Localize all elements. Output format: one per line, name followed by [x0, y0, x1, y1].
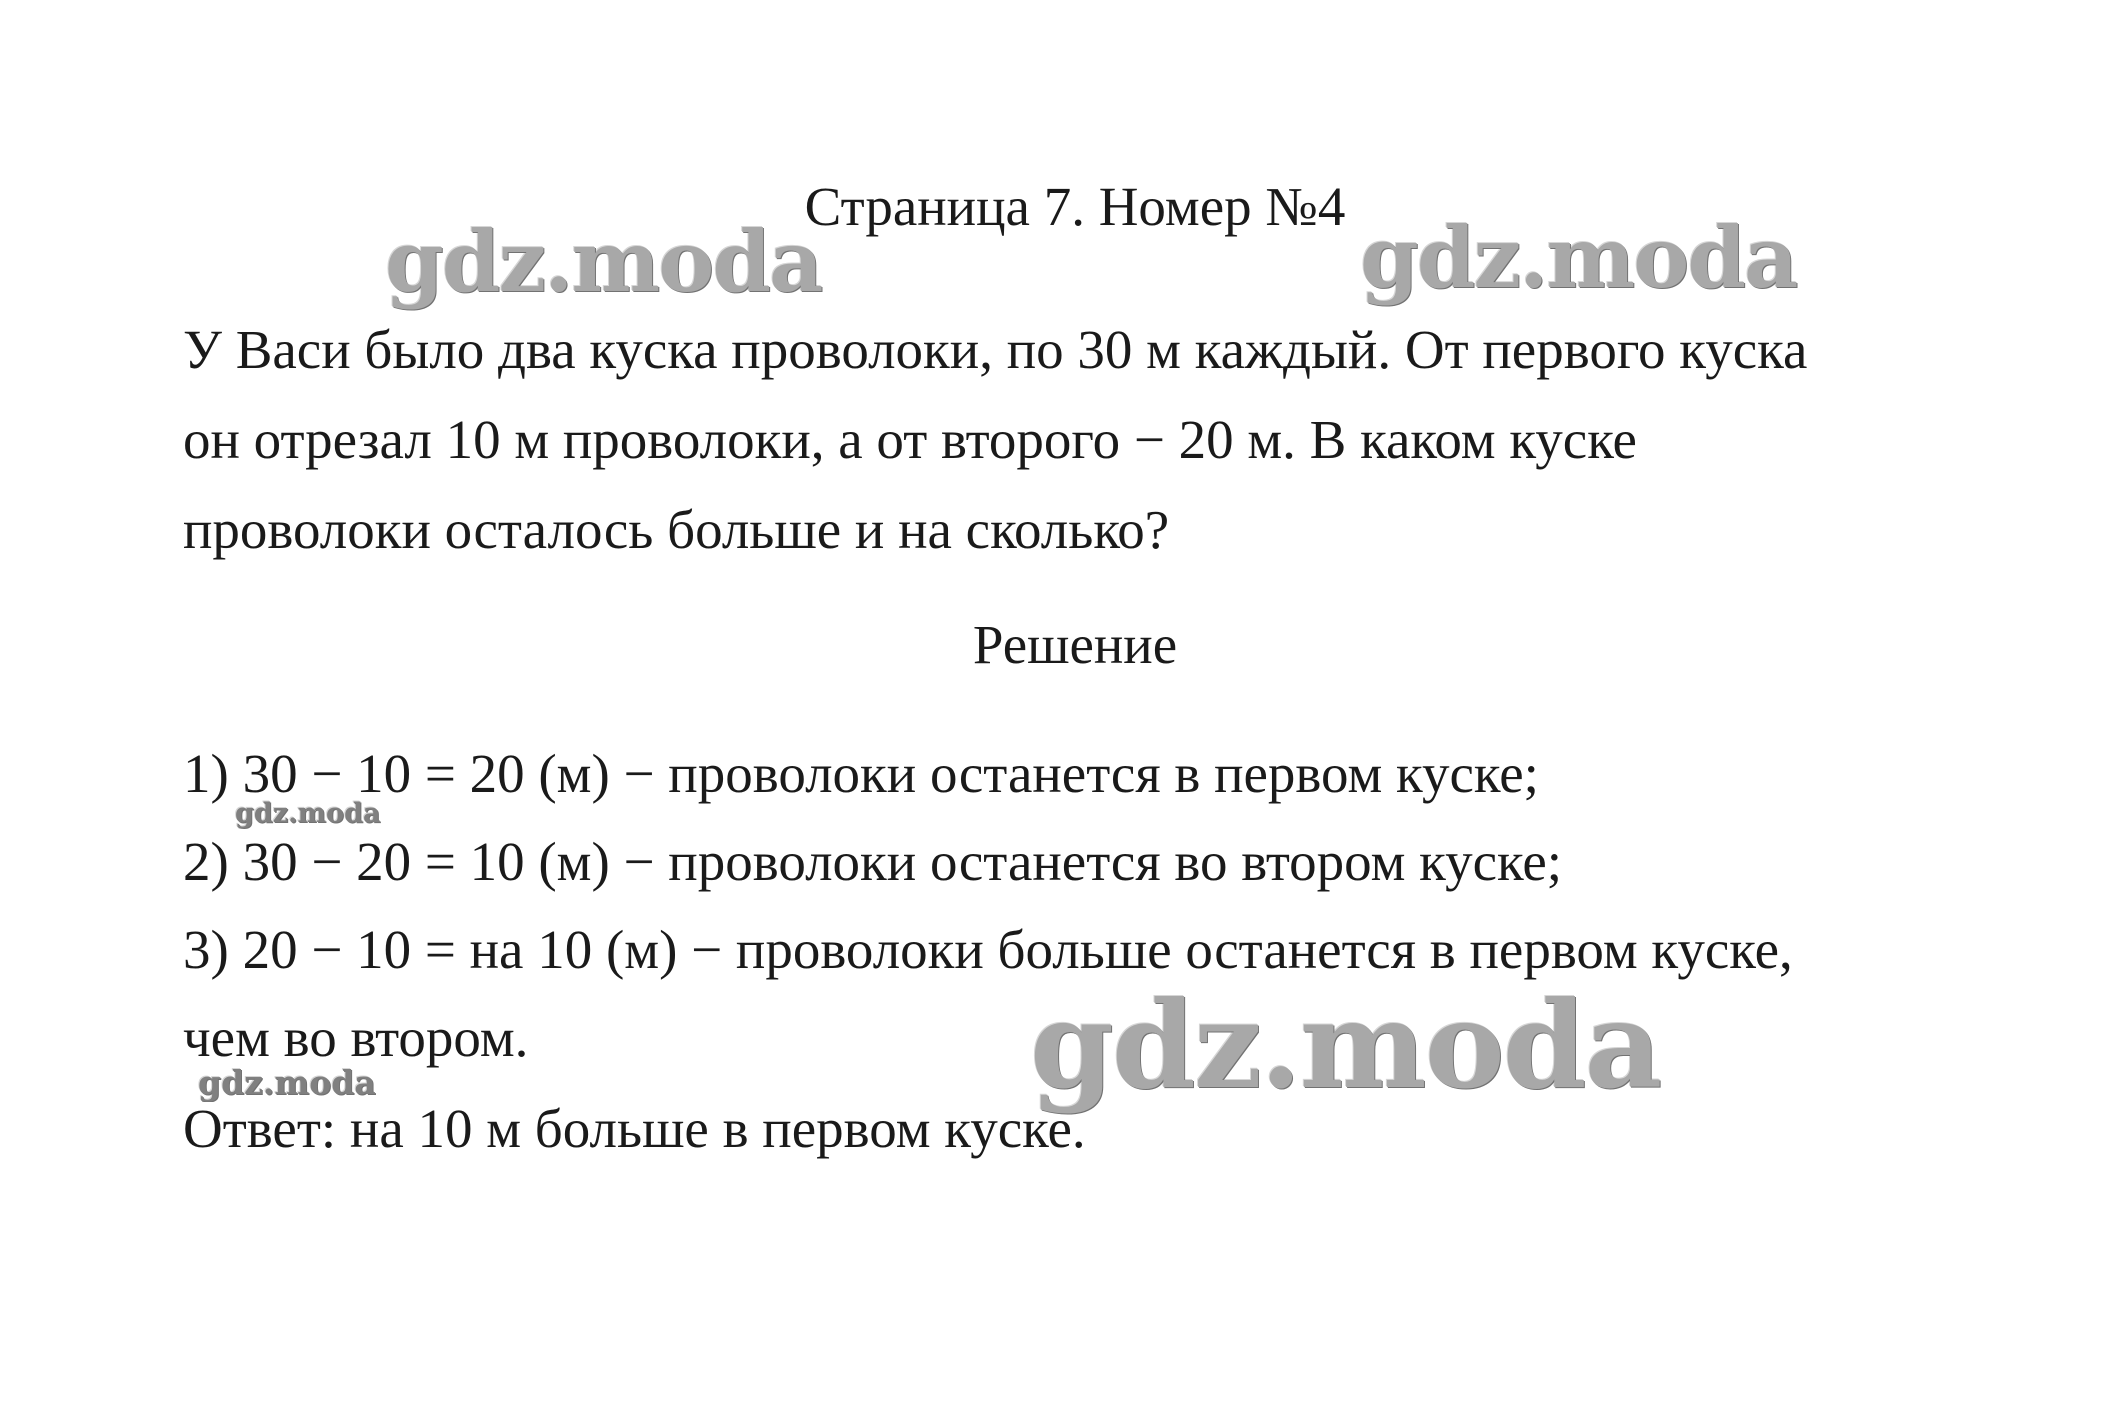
solution-step: 1) 30 − 10 = 20 (м) − проволоки останется в первом куске;	[183, 743, 1539, 804]
solution-step: 2) 30 − 20 = 10 (м) − проволоки останется во втором куске;	[183, 831, 1563, 892]
solution-step: 3) 20 − 10 = на 10 (м) − проволоки больше останется в первом куске,	[183, 919, 1793, 980]
answer-line: Ответ: на 10 м больше в первом куске.	[183, 1098, 1086, 1159]
problem-statement	[183, 305, 2043, 575]
solution-heading: Решение	[972, 614, 1178, 675]
problem-line: У Васи было два куска проволоки, по 30 м каждый. От первого куска	[183, 319, 1808, 380]
watermark-large: gdz.moda	[1030, 975, 1661, 1116]
watermark-small: gdz.moda	[198, 1063, 376, 1102]
watermark-large: gdz.moda	[1360, 208, 1797, 307]
problem-line: проволоки осталось больше и на сколько?	[183, 499, 1170, 560]
solution-step: чем во втором.	[183, 1007, 529, 1068]
problem-line: он отрезал 10 м проволоки, а от второго − 20 м. В каком куске	[183, 409, 1637, 470]
watermark-small: gdz.moda	[235, 798, 381, 829]
page-title: Страница 7. Номер №4	[804, 176, 1346, 237]
watermark-large: gdz.moda	[385, 212, 822, 311]
